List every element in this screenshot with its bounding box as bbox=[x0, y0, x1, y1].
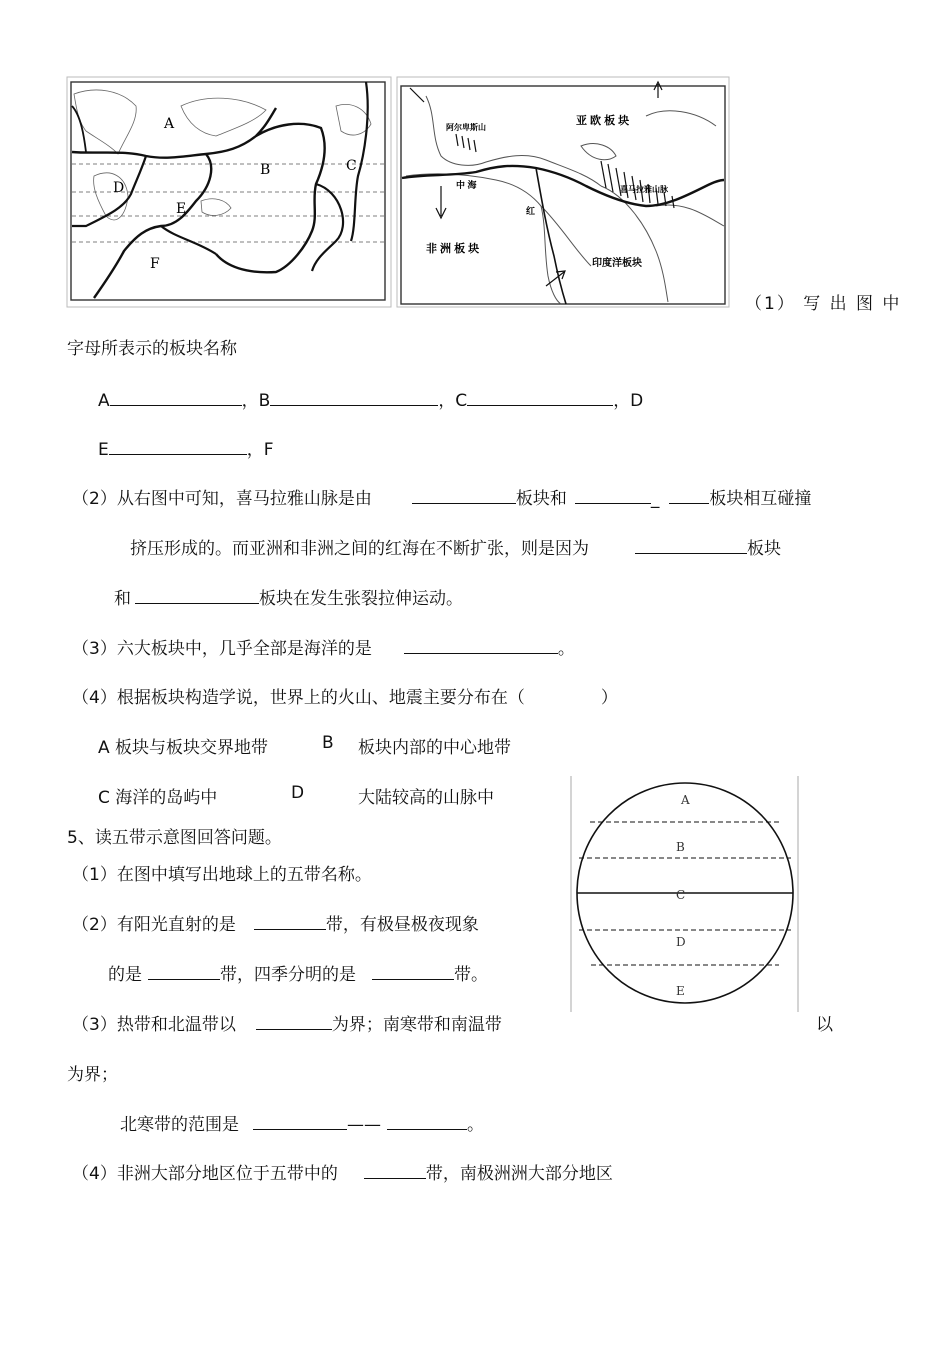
blank-s5-q4[interactable] bbox=[364, 1163, 426, 1179]
blank-q3[interactable] bbox=[404, 638, 558, 654]
q2-text-8: 板块在发生张裂拉伸运动。 bbox=[259, 589, 463, 609]
blank-s5-q2-3[interactable] bbox=[372, 964, 454, 980]
label-indian-plate: 印度洋板块 bbox=[592, 258, 642, 269]
label-red-sea: 红 bbox=[526, 206, 536, 216]
blank-s5-q2-2[interactable] bbox=[148, 964, 220, 980]
q4-text-2: ） bbox=[600, 688, 618, 708]
q1-label-f: ，F bbox=[246, 440, 274, 460]
s5-q3-text-5: 北寒带的范围是 bbox=[120, 1115, 239, 1135]
q2-line1 bbox=[72, 484, 811, 509]
plate-label-b: B bbox=[260, 162, 271, 178]
zone-label-c: C bbox=[676, 888, 686, 902]
plate-label-d: D bbox=[113, 180, 125, 196]
q2-line3 bbox=[114, 584, 463, 609]
blank-q2-5[interactable] bbox=[135, 588, 259, 604]
label-african-plate: 非 洲 板 块 bbox=[426, 243, 480, 255]
s5-q2-text-1: （2）有阳光直射的是 bbox=[72, 915, 236, 935]
q1-label-e: E bbox=[98, 440, 109, 460]
s5-q2-text-4: 带，四季分明的是 bbox=[220, 965, 356, 985]
blank-s5-q3-2[interactable] bbox=[253, 1114, 347, 1130]
s5-q2-line1 bbox=[72, 910, 479, 935]
s5-q4-text-1: （4）非洲大部分地区位于五带中的 bbox=[72, 1164, 338, 1184]
blank-q2-1[interactable] bbox=[412, 488, 516, 504]
label-eurasian-plate: 亚 欧 板 块 bbox=[576, 115, 630, 127]
q1-blanks-row1 bbox=[98, 386, 643, 411]
q1-label-c: ，C bbox=[438, 391, 468, 411]
s5-q3-text-1: （3）热带和北温带以 bbox=[72, 1015, 236, 1035]
q2-text-6: 板块 bbox=[747, 539, 781, 559]
section5-title: 5、读五带示意图回答问题。 bbox=[67, 828, 282, 848]
s5-q4-text-2: 带，南极洲洲大部分地区 bbox=[425, 1164, 613, 1184]
blank-e[interactable] bbox=[109, 439, 247, 455]
s5-q2-line2 bbox=[108, 960, 488, 985]
blank-s5-q3-3[interactable] bbox=[387, 1114, 467, 1130]
q2-line2 bbox=[130, 534, 781, 559]
q4-option-c[interactable]: C 海洋的岛屿中 bbox=[98, 788, 218, 808]
plate-label-a: A bbox=[164, 116, 175, 132]
label-himalaya: 喜马拉雅山脉 bbox=[620, 185, 668, 194]
q2-text-3: _ bbox=[650, 489, 660, 509]
blank-s5-q3-1[interactable] bbox=[256, 1014, 332, 1030]
s5-q3-line3 bbox=[120, 1110, 484, 1135]
q4-option-d-letter[interactable]: D bbox=[291, 783, 305, 803]
s5-q2-text-2: 带，有极昼极夜现象 bbox=[325, 915, 479, 935]
q3-text-2: 。 bbox=[557, 639, 575, 659]
s5-q1: （1）在图中填写出地球上的五带名称。 bbox=[72, 865, 372, 885]
s5-q3-text-7: 。 bbox=[467, 1115, 484, 1135]
blank-q2-2[interactable] bbox=[575, 488, 651, 504]
s5-q2-text-3: 的是 bbox=[108, 965, 142, 985]
zone-label-e: E bbox=[676, 984, 685, 998]
q1-label-a: A bbox=[98, 391, 110, 411]
label-mediterranean: 中 海 bbox=[456, 180, 477, 190]
q2-text-2: 板块和 bbox=[515, 489, 567, 509]
q1-label-b: ，B bbox=[241, 391, 271, 411]
plate-label-c: C bbox=[346, 158, 357, 174]
world-plates-map bbox=[66, 76, 392, 308]
q4-option-d[interactable]: 大陆较高的山脉中 bbox=[358, 788, 494, 808]
zone-label-a: A bbox=[681, 793, 690, 807]
q1-blanks-row2 bbox=[98, 435, 274, 460]
blank-c[interactable] bbox=[467, 390, 613, 406]
q1-label-d: ，D bbox=[613, 391, 644, 411]
plate-label-f: F bbox=[150, 256, 160, 272]
q2-text-7: 和 bbox=[114, 589, 131, 609]
q1-lead: （1） 写 出 图 中 bbox=[745, 294, 902, 314]
q3-line bbox=[72, 634, 575, 659]
plate-label-e: E bbox=[176, 201, 187, 217]
q4-option-b[interactable]: 板块内部的中心地带 bbox=[358, 738, 511, 758]
q4-option-b-letter[interactable]: B bbox=[322, 733, 334, 753]
q3-text-1: （3）六大板块中，几乎全部是海洋的是 bbox=[72, 639, 372, 659]
q2-text-5: 挤压形成的。而亚洲和非洲之间的红海在不断扩张，则是因为 bbox=[130, 539, 589, 559]
q2-text-1: （2）从右图中可知，喜马拉雅山脉是由 bbox=[72, 489, 372, 509]
blank-a[interactable] bbox=[110, 390, 242, 406]
s5-q3-text-2: 为界；南寒带和南温带 bbox=[331, 1015, 502, 1035]
q1-continued: 字母所表示的板块名称 bbox=[67, 339, 237, 359]
s5-q4-line bbox=[72, 1159, 613, 1184]
q4-option-a[interactable]: A 板块与板块交界地带 bbox=[98, 738, 269, 758]
blank-b[interactable] bbox=[270, 390, 438, 406]
s5-q3-text-6: —— bbox=[347, 1115, 381, 1135]
s5-q3-text-3: 以 bbox=[816, 1015, 833, 1035]
zone-label-b: B bbox=[676, 840, 685, 854]
five-zones-diagram bbox=[569, 772, 801, 1014]
q4-text-1: （4）根据板块构造学说，世界上的火山、地震主要分布在（ bbox=[72, 688, 525, 708]
q4-line bbox=[72, 683, 618, 708]
blank-q2-4[interactable] bbox=[635, 538, 747, 554]
q2-text-4: 板块相互碰撞 bbox=[709, 489, 812, 509]
s5-q3-line1 bbox=[72, 1010, 502, 1035]
blank-s5-q2-1[interactable] bbox=[254, 914, 326, 930]
s5-q2-text-5: 带。 bbox=[454, 965, 488, 985]
label-alps: 阿尔卑斯山 bbox=[446, 123, 486, 132]
plate-detail-map bbox=[396, 76, 730, 308]
zone-label-d: D bbox=[676, 935, 686, 949]
s5-q3-text-4: 为界； bbox=[67, 1065, 118, 1085]
blank-q2-3[interactable] bbox=[669, 488, 709, 504]
